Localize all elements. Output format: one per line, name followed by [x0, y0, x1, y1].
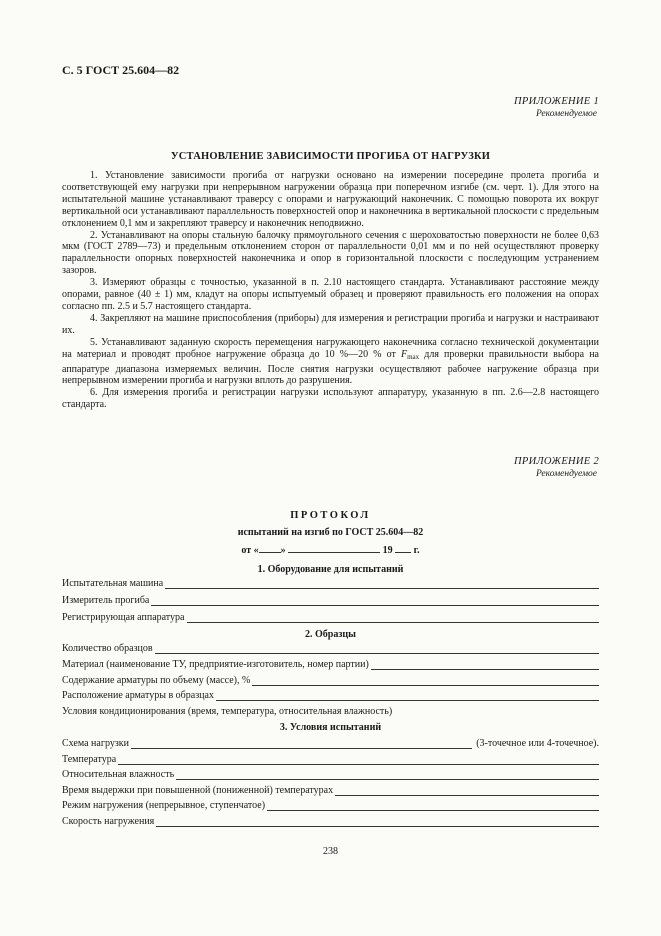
paragraph-4: 4. Закрепляют на машине приспособления (приборы) для измерения и регистрации прогиба и нагрузки и настраивают их.: [62, 312, 599, 336]
field-loading-rate: [62, 816, 599, 827]
field-material: [62, 659, 599, 670]
page-header: С. 5 ГОСТ 25.604—82: [62, 63, 180, 77]
appendix-2-title: ПРИЛОЖЕНИЕ 2: [514, 456, 599, 467]
date-suffix: г.: [413, 545, 420, 556]
field-label: Материал (наименование ТУ, предприятие-изготовитель, номер партии): [62, 659, 369, 670]
field-label: Регистрирующая аппаратура: [62, 612, 185, 623]
field-label: Температура: [62, 754, 117, 765]
field-blank[interactable]: [151, 596, 599, 606]
field-deflection-meter: [62, 595, 599, 606]
protocol-title: ПРОТОКОЛ: [290, 510, 371, 521]
field-label: Испытательная машина: [62, 578, 164, 589]
field-reinforcement-content: [62, 675, 599, 686]
field-label: Измеритель прогиба: [62, 595, 150, 606]
field-conditioning: [62, 706, 599, 717]
field-sample-count: [62, 643, 599, 654]
samples-heading: 2. Образцы: [305, 629, 356, 640]
force-symbol: F: [400, 348, 408, 360]
field-loading-mode: [62, 800, 599, 811]
force-subscript: max: [407, 352, 420, 361]
field-load-scheme: [62, 738, 599, 749]
field-label: Режим нагружения (непрерывное, ступенчатое): [62, 800, 266, 811]
field-label: Скорость нагружения: [62, 816, 155, 827]
paragraph-2: 2. Устанавливают на опоры стальную балочку прямоугольного сечения с шероховатостью поверхности не более 0,63 мкм (ГОСТ 2789—73) и предельным отклонением сторон от параллельности 0,01 мм и по ней осуществляют проверку параллельности опорных поверхностей наконечника и опор в горизонтальной плоскости с последующим устранением зазоров.: [62, 229, 599, 277]
field-label: Время выдержки при повышенной (пониженной) температурах: [62, 785, 334, 796]
field-reinforcement-layout: [62, 690, 599, 701]
field-blank[interactable]: [335, 786, 599, 796]
appendix-1-title: ПРИЛОЖЕНИЕ 1: [514, 96, 599, 107]
field-label: Относительная влажность: [62, 769, 175, 780]
field-blank[interactable]: [267, 801, 599, 811]
conditions-heading: 3. Условия испытаний: [279, 722, 382, 733]
paragraph-1: 1. Установление зависимости прогиба от нагрузки основано на измерении посередине пролета прогиба и соответствующей ему нагрузки при непрерывном нагружении образца при поперечном изгибе (см. черт. 1). Для этого на испытательной машине устанавливают траверсу с опорами и нагружающий наконечник. С помощью поворота их вокруг вертикальной оси устанавливают параллельность поверхностей опор и наконечника в вертикальной плоскости с предельным отклонением 0,1 мм и закрепляют траверсу и наконечник неподвижно.: [62, 170, 599, 229]
protocol-subtitle: испытаний на изгиб по ГОСТ 25.604—82: [237, 527, 424, 538]
paragraph-3: 3. Измеряют образцы с точностью, указанной в п. 2.10 настоящего стандарта. Устанавливают расстояние между опорами, равное (40 ± 1) мм, кладут на опоры испытуемый образец и проверяют правильность его положения на опорах согласно пп. 2.5 и 5.7 настоящего стандарта.: [62, 277, 599, 312]
date-mid: »: [280, 545, 286, 556]
field-blank[interactable]: [187, 613, 600, 623]
field-blank[interactable]: [371, 660, 599, 670]
field-blank[interactable]: [176, 770, 599, 780]
equipment-heading: 1. Оборудование для испытаний: [257, 564, 404, 575]
field-blank[interactable]: [131, 739, 472, 749]
page-number: 238: [323, 846, 338, 857]
field-tail: (3-точечное или 4-точечное).: [476, 738, 599, 749]
field-temperature: [62, 754, 599, 765]
protocol-form: [62, 0, 599, 936]
field-blank[interactable]: [216, 691, 599, 701]
paragraph-6: 6. Для измерения прогиба и регистрации нагрузки используют аппаратуру, указанную в пп. 2.6—2.8 настоящего стандарта.: [62, 387, 599, 411]
field-blank[interactable]: [165, 579, 599, 589]
field-blank[interactable]: [252, 676, 599, 686]
field-exposure-time: [62, 785, 599, 796]
field-label: Содержание арматуры по объему (массе), %: [62, 675, 251, 686]
field-blank[interactable]: [155, 644, 599, 654]
paragraph-5-after: для проверки правильности выбора на аппаратуре диапазона измеряемых величин. После снятия нагрузки осуществляют рабочее нагружение образца при непрерывном измерении прогиба и нагрузки вплоть до разрушения.: [62, 348, 599, 387]
section-title: УСТАНОВЛЕНИЕ ЗАВИСИМОСТИ ПРОГИБА ОТ НАГРУЗКИ: [170, 151, 491, 162]
appendix-2-status: Рекомендуемое: [535, 469, 597, 479]
field-label: Условия кондиционирования (время, температура, относительная влажность): [62, 706, 393, 717]
date-year: 19: [382, 545, 393, 556]
field-recording-equipment: [62, 612, 599, 623]
field-label: Расположение арматуры в образцах: [62, 690, 214, 701]
date-prefix: от «: [241, 545, 259, 556]
field-label: Количество образцов: [62, 643, 153, 654]
appendix-1-status: Рекомендуемое: [535, 109, 597, 119]
field-testing-machine: [62, 578, 599, 589]
field-blank[interactable]: [156, 817, 599, 827]
field-label: Схема нагрузки: [62, 738, 129, 749]
field-humidity: [62, 769, 599, 780]
field-blank[interactable]: [118, 755, 599, 765]
paragraph-5-before: 5. Устанавливают заданную скорость перемещения нагружающего наконечника согласно технической документации на материал и проводят пробное нагружение образца до 10 %—20 % от: [62, 336, 599, 360]
